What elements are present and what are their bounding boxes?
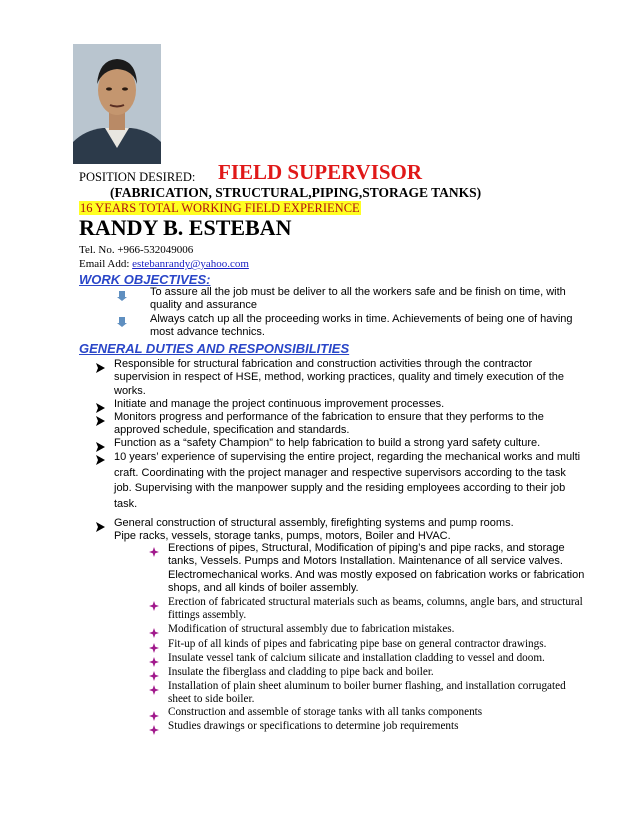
duty-item: 10 years’ experience of supervising the entire project, regarding the mechanical works and multi craft. Coordinating with the project manager and respective supervisors according to the task job. Supervising with the manpower supply and the residing employees according to their job task.	[114, 451, 581, 510]
arrow-bullet-icon	[117, 288, 127, 306]
diamond-bullet-icon	[149, 598, 159, 616]
diamond-bullet-icon	[149, 682, 159, 700]
position-label: POSITION DESIRED:	[79, 170, 196, 184]
arrowhead-bullet-icon	[96, 413, 105, 431]
arrowhead-bullet-icon	[96, 360, 105, 378]
work-objectives-heading: WORK OBJECTIVES:	[79, 272, 211, 287]
duties-heading: GENERAL DUTIES AND RESPONSIBILITIES	[79, 341, 350, 356]
sub-duty-item: Construction and assemble of storage tanks with all tanks components	[168, 706, 483, 718]
sub-duty-item: Erections of pipes, Structural, Modification of piping’s and pipe racks, and storage tanks, Vessels. Pumps and Motors Installation. Maintenance of all service valves. Electromechanical works. And was mostly exposed on fabrication works or fabrication shops, and all kinds of boiler assembly.	[168, 542, 585, 594]
sub-duty-item: Studies drawings or specifications to determine job requirements	[168, 720, 459, 732]
email-line	[79, 258, 249, 270]
sub-duty-item: Insulate vessel tank of calcium silicate and installation cladding to vessel and doom.	[168, 652, 545, 664]
objective-item: Always catch up all the proceeding works in time. Achievements of being one of having most advance technics.	[150, 313, 573, 339]
duty-item: Responsible for structural fabrication and construction activities through the contractor supervision in respect of HSE, method, working practices, quality and timely execution of the works.	[114, 358, 565, 397]
position-title: FIELD SUPERVISOR	[218, 160, 423, 184]
candidate-name: RANDY B. ESTEBAN	[79, 215, 292, 240]
sub-duty-item: Erection of fabricated structural materials such as beams, columns, angle bars, and structural fittings assembly.	[168, 596, 583, 622]
duty-item: Function as a “safety Champion” to help fabrication to build a strong yard safety culture.	[114, 437, 541, 449]
profile-photo	[73, 44, 161, 164]
diamond-bullet-icon	[149, 722, 159, 740]
position-subtitle: (FABRICATION, STRUCTURAL,PIPING,STORAGE TANKS)	[110, 185, 482, 200]
sub-duty-item: Modification of structural assembly due to fabrication mistakes.	[168, 623, 455, 635]
email-link[interactable]: estebanrandy@yahoo.com	[132, 258, 249, 270]
objective-item: To assure all the job must be deliver to all the workers safe and be finish on time, with quality and assurance	[150, 286, 566, 312]
sub-duty-item: Insulate the fiberglass and cladding to pipe back and boiler.	[168, 666, 434, 678]
arrowhead-bullet-icon	[96, 452, 105, 470]
email-label: Email Add:	[79, 258, 133, 270]
phone-number: Tel. No. +966-532049006	[79, 244, 194, 256]
duty-item: Initiate and manage the project continuous improvement processes.	[114, 398, 445, 410]
diamond-bullet-icon	[149, 544, 159, 562]
duty-item: General construction of structural assembly, firefighting systems and pump rooms. Pipe racks, vessels, storage tanks, pumps, motors, Boiler and HVAC.	[114, 517, 514, 543]
duty-item: Monitors progress and performance of the fabrication to ensure that they performs to the approved schedule, specification and standards.	[114, 411, 544, 437]
sub-duty-item: Installation of plain sheet aluminum to boiler burner flashing, and installation corrugated sheet to side boiler.	[168, 680, 566, 706]
sub-duty-item: Fit-up of all kinds of pipes and fabricating pipe base on general contractor drawings.	[168, 638, 547, 650]
arrow-bullet-icon	[117, 314, 127, 332]
experience-highlight: 16 YEARS TOTAL WORKING FIELD EXPERIENCE	[80, 201, 360, 215]
arrowhead-bullet-icon	[96, 519, 105, 537]
